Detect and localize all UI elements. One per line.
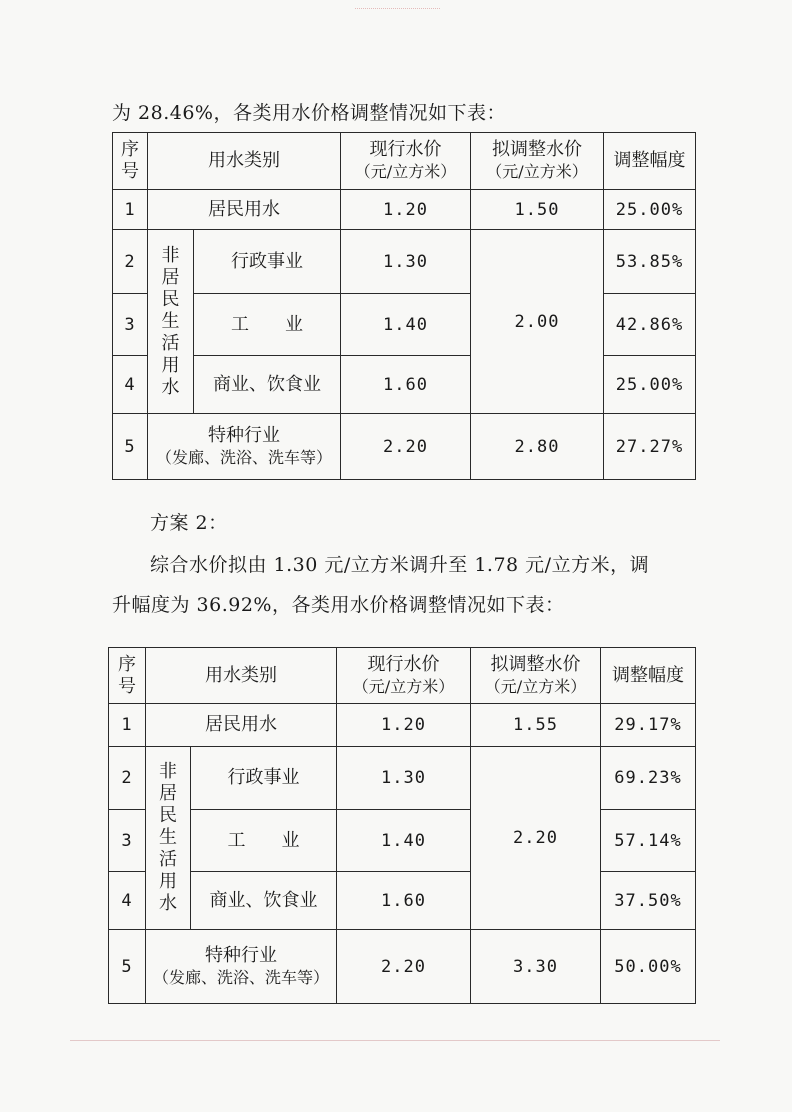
table-row [113, 294, 696, 356]
row-seq: 1 [113, 190, 148, 230]
header-current-price: 现行水价 （元/立方米） [337, 648, 471, 704]
row-category: 工 业 [194, 294, 341, 356]
row-seq: 3 [109, 810, 146, 872]
row-category: 特种行业 （发廊、洗浴、洗车等） [146, 930, 337, 1004]
header-proposed-price: 拟调整水价 （元/立方米） [471, 648, 601, 704]
header-adjust-range: 调整幅度 [601, 648, 696, 704]
table-row [109, 704, 696, 747]
row-category: 商业、饮食业 [191, 872, 337, 930]
row-proposed-price: 1.50 [471, 190, 604, 230]
group-label-non-residential: 非 居 民 生 活 用 水 [148, 230, 194, 414]
price-table-plan1 [112, 132, 696, 480]
merged-proposed-price: 2.00 [471, 230, 604, 414]
row-adjust-range: 29.17% [601, 704, 696, 747]
page-edge-mark [355, 8, 440, 17]
row-current-price: 1.40 [337, 810, 471, 872]
row-category: 居民用水 [146, 704, 337, 747]
table-row [109, 747, 696, 810]
row-seq: 4 [113, 356, 148, 414]
row-proposed-price: 2.80 [471, 414, 604, 480]
row-current-price: 1.40 [341, 294, 471, 356]
row-seq: 3 [113, 294, 148, 356]
row-category: 行政事业 [191, 747, 337, 810]
table-header-row [109, 648, 696, 704]
row-adjust-range: 42.86% [604, 294, 696, 356]
row-current-price: 1.20 [337, 704, 471, 747]
row-category: 商业、饮食业 [194, 356, 341, 414]
plan2-heading: 方案 2： [150, 512, 228, 534]
row-adjust-range: 50.00% [601, 930, 696, 1004]
table-header-row [113, 133, 696, 190]
row-seq: 2 [109, 747, 146, 810]
merged-proposed-price: 2.20 [471, 747, 601, 930]
header-current-price: 现行水价 （元/立方米） [341, 133, 471, 190]
row-current-price: 2.20 [341, 414, 471, 480]
table-row [113, 414, 696, 480]
header-category: 用水类别 [146, 648, 337, 704]
row-adjust-range: 69.23% [601, 747, 696, 810]
row-seq: 4 [109, 872, 146, 930]
row-proposed-price: 3.30 [471, 930, 601, 1004]
row-category: 居民用水 [148, 190, 341, 230]
table-row [109, 872, 696, 930]
plan2-paragraph-line1: 综合水价拟由 1.30 元/立方米调升至 1.78 元/立方米，调 [150, 554, 650, 576]
table-row [113, 230, 696, 294]
header-seq: 序 号 [113, 133, 148, 190]
row-current-price: 1.30 [341, 230, 471, 294]
row-seq: 5 [113, 414, 148, 480]
row-category: 工 业 [191, 810, 337, 872]
header-category: 用水类别 [148, 133, 341, 190]
group-label-non-residential: 非 居 民 生 活 用 水 [146, 747, 191, 930]
row-seq: 2 [113, 230, 148, 294]
plan2-paragraph-line2: 升幅度为 36.92%，各类用水价格调整情况如下表： [112, 594, 565, 616]
row-adjust-range: 25.00% [604, 190, 696, 230]
table-row [109, 930, 696, 1004]
row-current-price: 1.60 [337, 872, 471, 930]
row-proposed-price: 1.55 [471, 704, 601, 747]
row-category: 特种行业 （发廊、洗浴、洗车等） [148, 414, 341, 480]
price-table-plan2 [108, 647, 696, 1004]
row-seq: 1 [109, 704, 146, 747]
table-row [113, 190, 696, 230]
row-adjust-range: 53.85% [604, 230, 696, 294]
row-seq: 5 [109, 930, 146, 1004]
header-proposed-price: 拟调整水价 （元/立方米） [471, 133, 604, 190]
table-row [109, 810, 696, 872]
table-row [113, 356, 696, 414]
row-category: 行政事业 [194, 230, 341, 294]
row-adjust-range: 25.00% [604, 356, 696, 414]
row-adjust-range: 57.14% [601, 810, 696, 872]
row-current-price: 1.60 [341, 356, 471, 414]
row-current-price: 1.30 [337, 747, 471, 810]
row-current-price: 2.20 [337, 930, 471, 1004]
row-adjust-range: 27.27% [604, 414, 696, 480]
intro-line: 为 28.46%，各类用水价格调整情况如下表： [112, 102, 506, 124]
page-bottom-rule [70, 1040, 720, 1041]
header-seq: 序 号 [109, 648, 146, 704]
row-current-price: 1.20 [341, 190, 471, 230]
row-adjust-range: 37.50% [601, 872, 696, 930]
header-adjust-range: 调整幅度 [604, 133, 696, 190]
